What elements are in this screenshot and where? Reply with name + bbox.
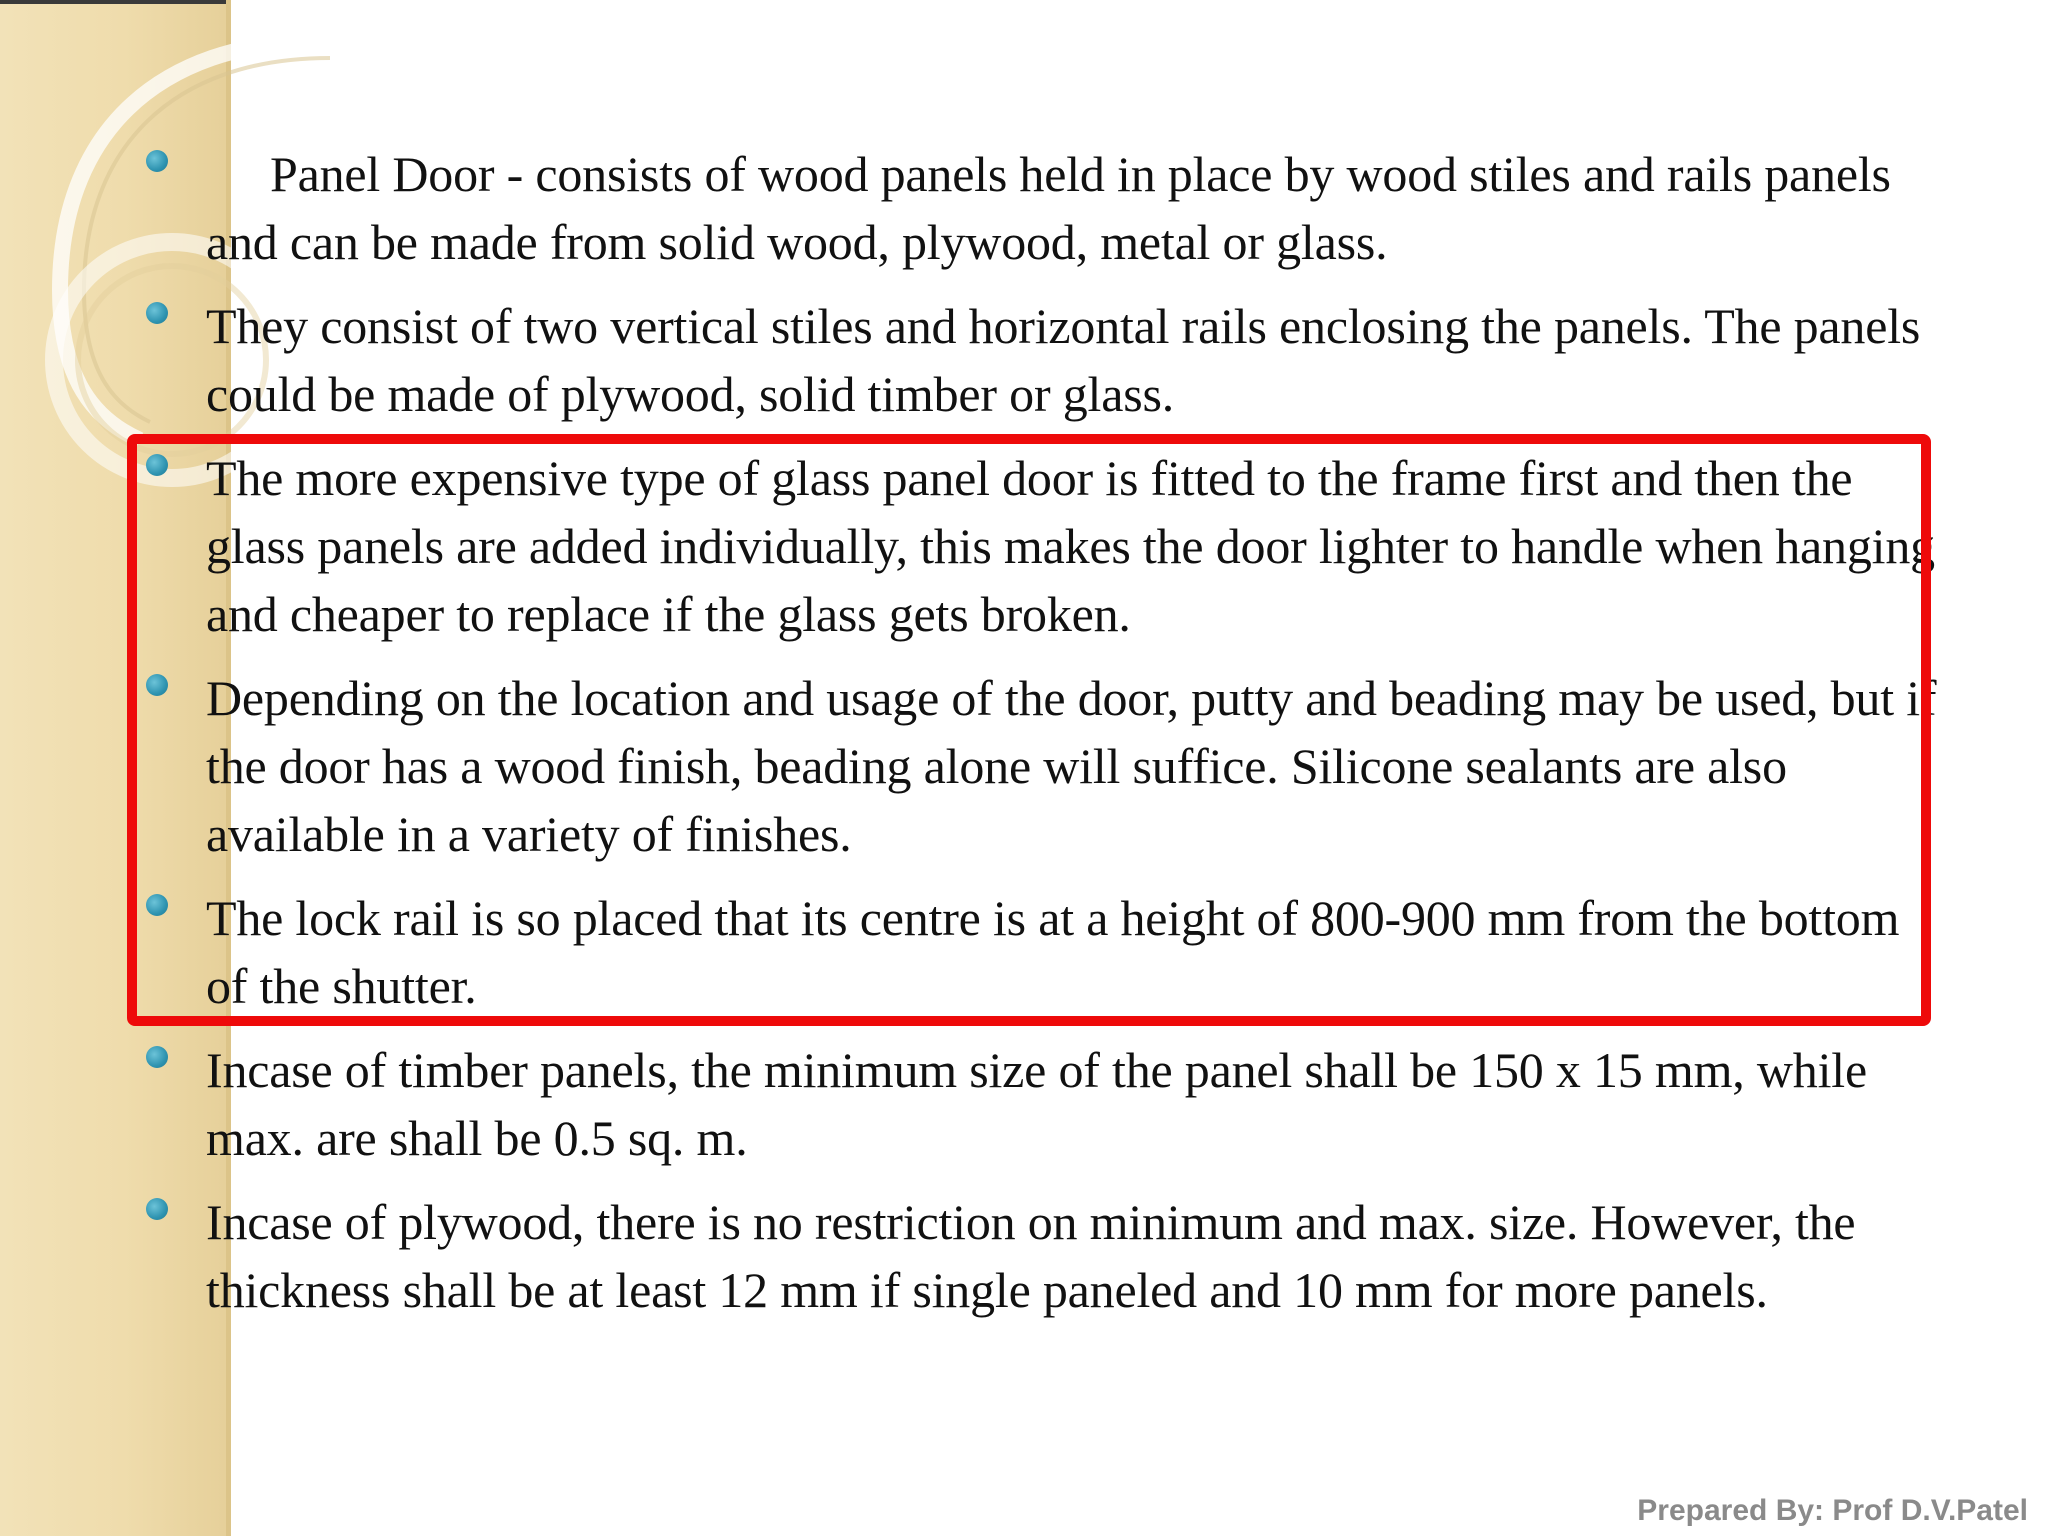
- bullet-text: Incase of timber panels, the minimum size of the panel shall be 150 x 15 mm, while max. are shall be 0.5 sq. m.: [206, 1042, 1867, 1166]
- bullet-dot-icon: [146, 302, 168, 324]
- bullet-item-glass-panel-door: [138, 444, 1938, 648]
- bullet-item-stiles-rails: [138, 292, 1938, 428]
- bullet-item-panel-door: [138, 140, 1938, 276]
- footer-credit: Prepared By: Prof D.V.Patel: [1637, 1494, 2028, 1527]
- bullet-item-putty-beading: [138, 664, 1938, 868]
- bullet-item-timber-panels: [138, 1036, 1938, 1172]
- bullet-item-plywood: [138, 1188, 1938, 1324]
- bullet-dot-icon: [146, 1046, 168, 1068]
- bullet-list: [138, 140, 1938, 1340]
- bullet-dot-icon: [146, 894, 168, 916]
- bullet-text: Incase of plywood, there is no restriction on minimum and max. size. However, the thickness shall be at least 12 mm if single paneled and 10 mm for more panels.: [206, 1194, 1856, 1318]
- bullet-dot-icon: [146, 150, 168, 172]
- bullet-text: Panel Door - consists of wood panels held in place by wood stiles and rails panels and can be made from solid wood, plywood, metal or glass.: [206, 146, 1891, 270]
- bullet-text: The lock rail is so placed that its centre is at a height of 800-900 mm from the bottom of the shutter.: [206, 890, 1900, 1014]
- bullet-text: The more expensive type of glass panel door is fitted to the frame first and then the glass panels are added individually, this makes the door lighter to handle when hanging and cheaper to replace if the glass gets broken.: [206, 450, 1935, 642]
- bullet-dot-icon: [146, 454, 168, 476]
- bullet-text: They consist of two vertical stiles and horizontal rails enclosing the panels. The panels could be made of plywood, solid timber or glass.: [206, 298, 1921, 422]
- bullet-text: Depending on the location and usage of the door, putty and beading may be used, but if the door has a wood finish, beading alone will suffice. Silicone sealants are also available in a variety of finishes.: [206, 670, 1937, 862]
- bullet-item-lock-rail: [138, 884, 1938, 1020]
- bullet-dot-icon: [146, 1198, 168, 1220]
- bullet-dot-icon: [146, 674, 168, 696]
